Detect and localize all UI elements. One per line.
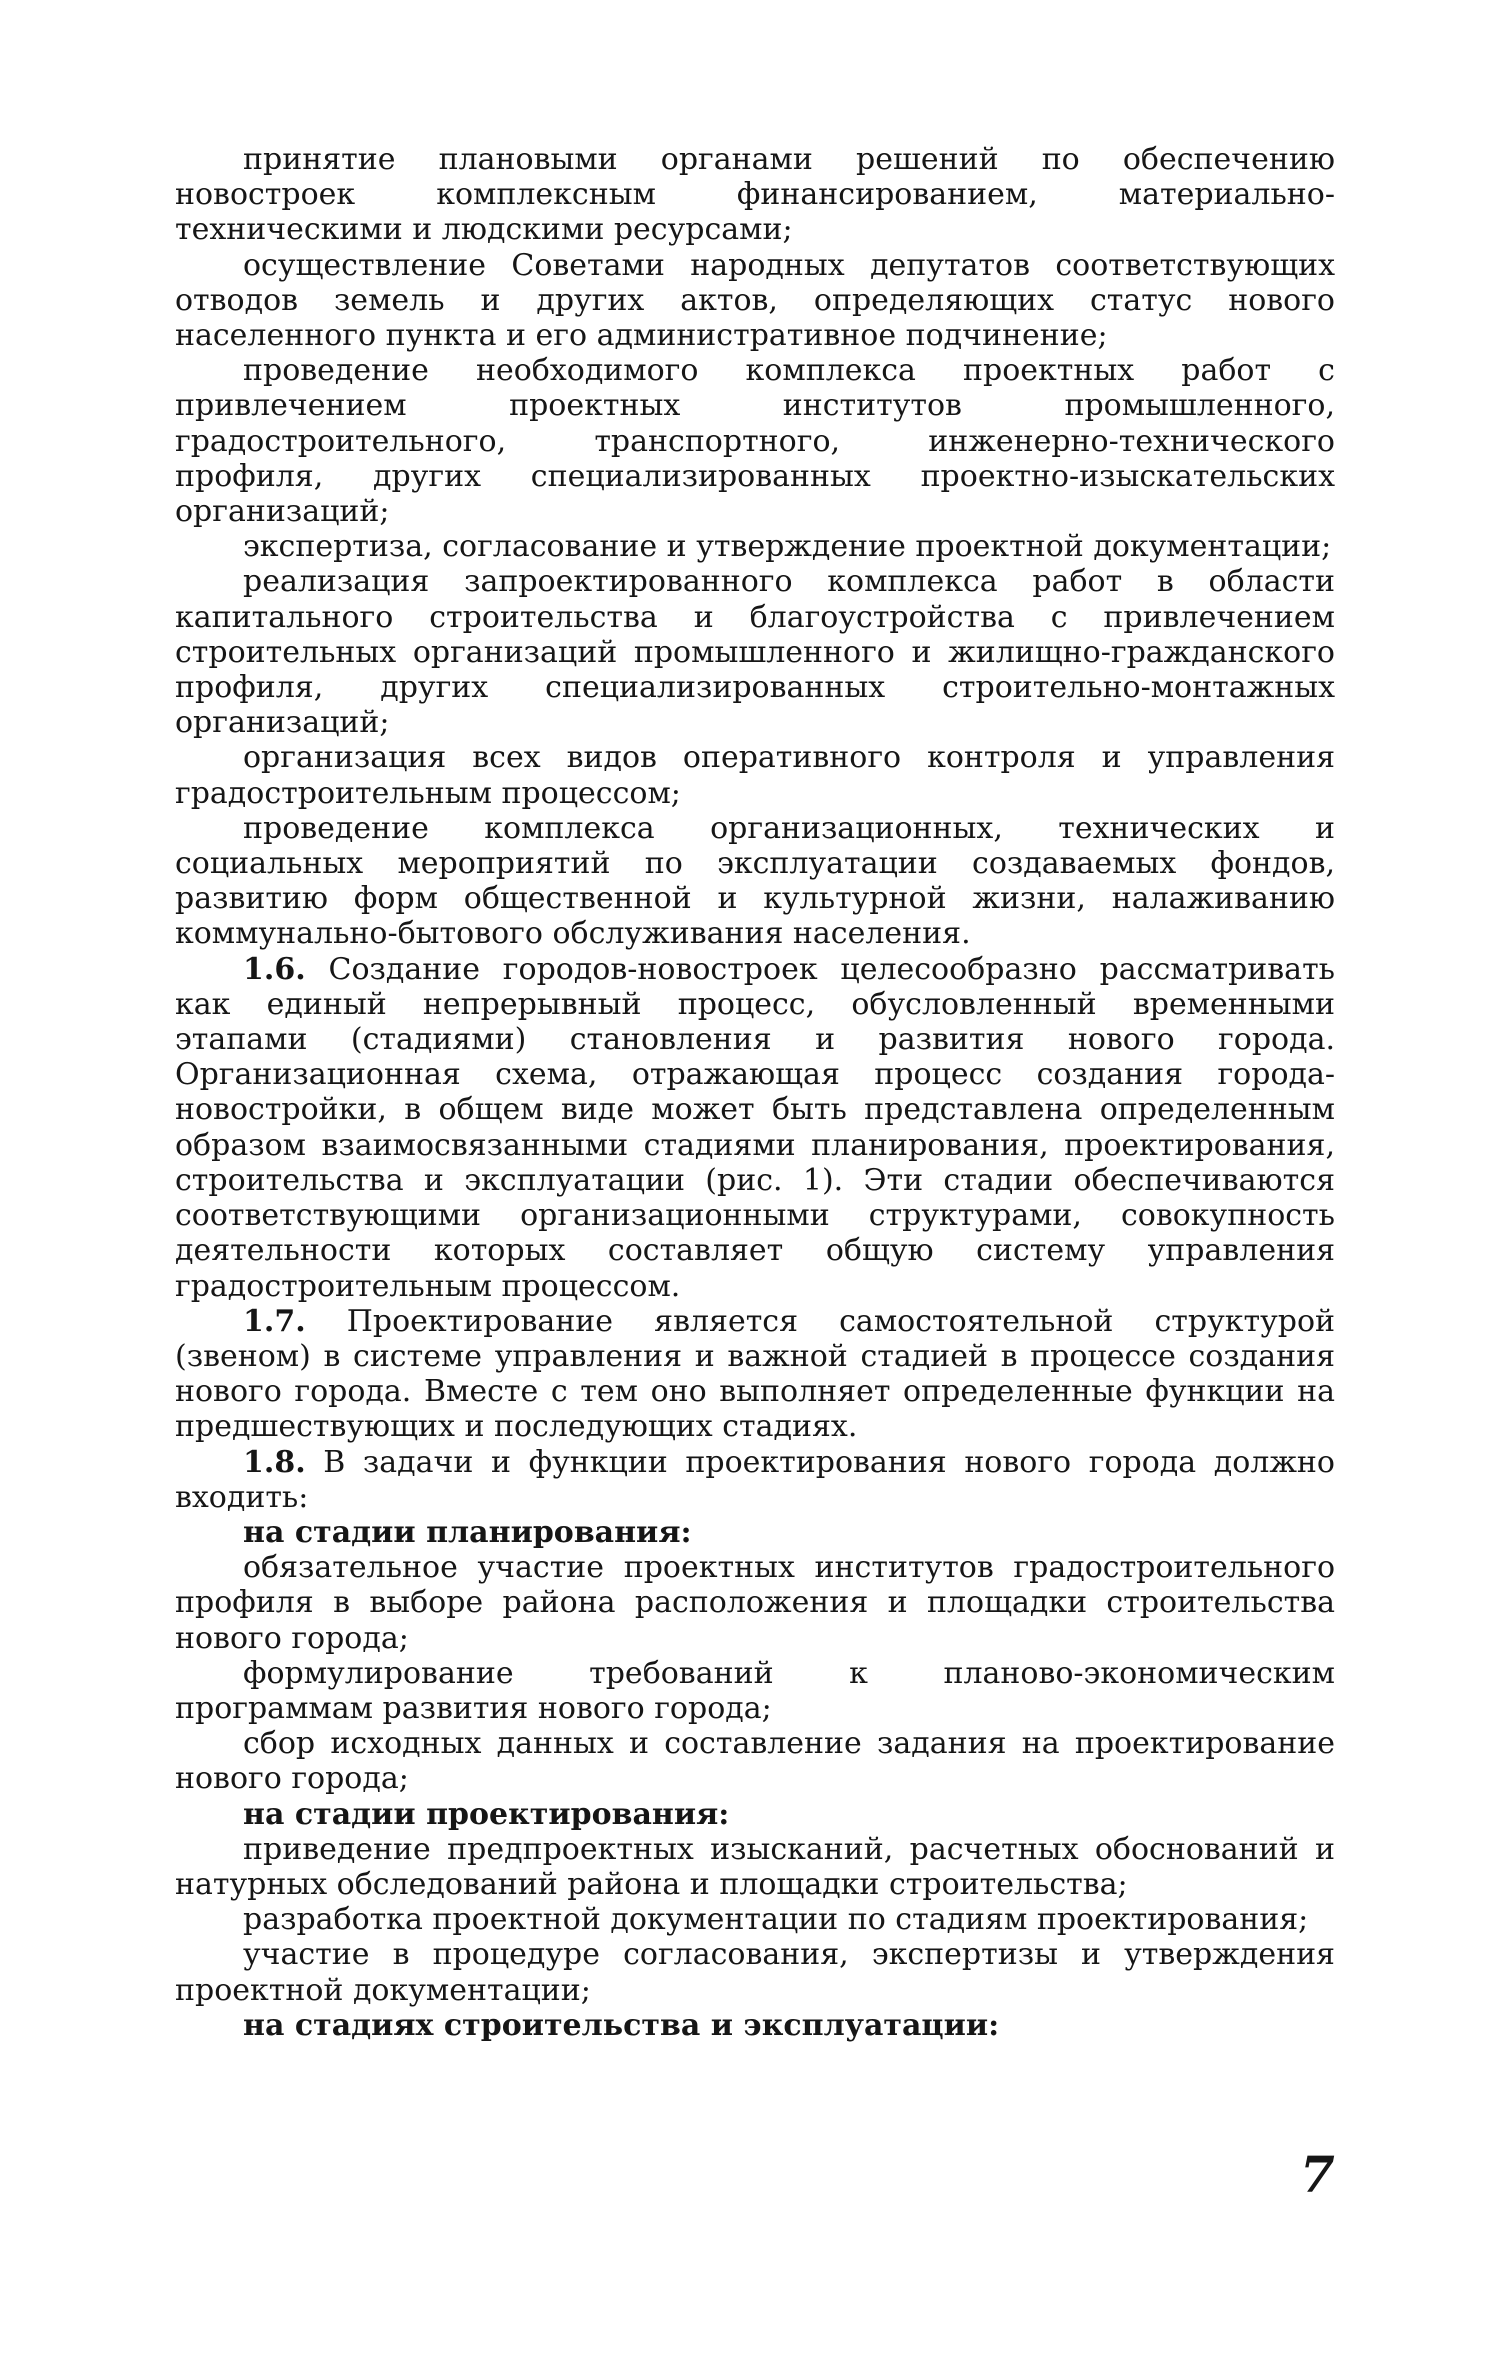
numbered-paragraph [175,1304,1335,1445]
paragraph: осуществление Советами народных депутатов соответствующих отводов земель и других актов, определяющих статус нового населенного пункта и его административное подчинение; [175,247,1335,354]
paragraph-text: Проектирование является самостоятельной структурой (звеном) в системе управления и важной стадией в процессе создания нового города. Вместе с тем оно выполняет определенные функции на предшествующих и последующих стадиях. [175,1303,1335,1445]
paragraph: формулирование требований к планово-экономическим программам развития нового города; [175,1655,1335,1726]
paragraph: обязательное участие проектных институтов градостроительного профиля в выборе района расположения и площадки строительства нового города; [175,1550,1335,1656]
section-heading: на стадиях строительства и эксплуатации: [243,2007,1000,2043]
paragraph-text: Создание городов-новостроек целесообразно рассматривать как единый непрерывный процесс, обусловленный временными этапами (стадиями) становления и развития нового города. Организационная схема, отражающая процесс создания города-новостройки, в общем виде может быть представлена определенным образом взаимосвязанными стадиями планирования, проектирования, строительства и эксплуатации (рис. 1). Эти стадии обеспечиваются соответствующими организационными структурами, совокупность деятельности которых составляет общую систему управления градостроительным процессом. [175,951,1335,1304]
numbered-paragraph [175,1445,1335,1515]
paragraph-number: 1.7. [243,1303,306,1339]
paragraph: экспертиза, согласование и утверждение проектной документации; [243,529,1332,565]
section-heading: на стадии проектирования: [243,1796,730,1832]
paragraph: принятие плановыми органами решений по обеспечению новостроек комплексным финансированием, материально-техническими и людскими ресурсами; [175,142,1335,248]
paragraph: проведение комплекса организационных, технических и социальных мероприятий по эксплуатации создаваемых фондов, развитию форм общественной и культурной жизни, налаживанию коммунально-бытового обслуживания населения. [175,810,1335,952]
paragraph-number: 1.8. [243,1444,306,1480]
paragraph: реализация запроектированного комплекса работ в области капитального строительства и благоустройства с привлечением строительных организаций промышленного и жилищно-гражданского профиля, других специализированных строительно-монтажных организаций; [175,564,1335,741]
paragraph: разработка проектной документации по стадиям проектирования; [243,1902,1309,1938]
body-text [175,142,1335,2043]
paragraph-text: В задачи и функции проектирования нового города должно входить: [175,1444,1335,1515]
page-number: 7 [1300,2145,1335,2204]
paragraph: участие в процедуре согласования, экспертизы и утверждения проектной документации; [175,1937,1335,2008]
paragraph: сбор исходных данных и составление задания на проектирование нового города; [175,1726,1335,1797]
paragraph: проведение необходимого комплекса проектных работ с привлечением проектных институтов промышленного, градостроительного, транспортного, инженерно-технического профиля, других специализированных проектно-изыскательских организаций; [175,353,1335,530]
section-heading: на стадии планирования: [243,1514,692,1550]
paragraph: организация всех видов оперативного контроля и управления градостроительным процессом; [175,740,1335,811]
paragraph: приведение предпроектных изысканий, расчетных обоснований и натурных обследований района и площадки строительства; [175,1831,1335,1902]
numbered-paragraph [175,952,1335,1304]
paragraph-number: 1.6. [243,951,306,987]
